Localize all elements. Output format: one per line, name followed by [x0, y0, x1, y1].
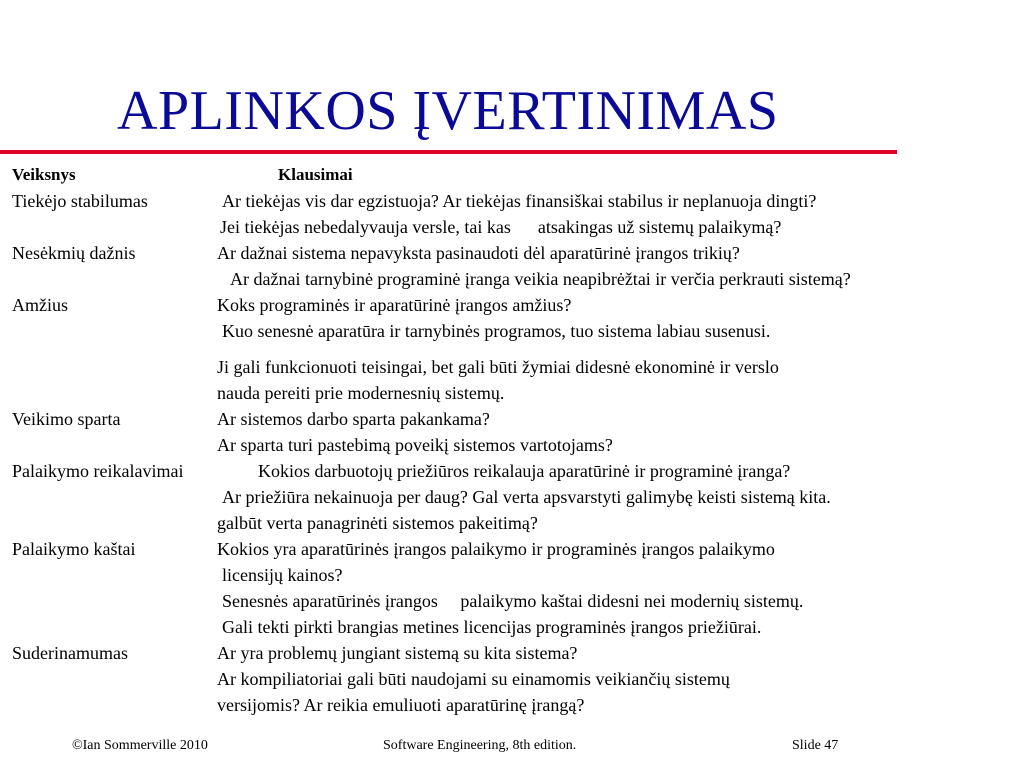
slide-title: APLINKOS ĮVERTINIMAS	[117, 80, 779, 142]
row-question: Ar priežiūra nekainuoja per daug? Gal verta apsvarstyti galimybę keisti sistemą kita.	[222, 487, 831, 507]
header-factor: Veiksnys	[12, 165, 76, 184]
row-question: nauda pereiti prie modernesnių sistemų.	[217, 383, 505, 403]
table-row	[0, 614, 1024, 640]
row-factor: Veikimo sparta	[12, 409, 121, 429]
table-row	[0, 240, 1024, 266]
row-question: Kuo senesnė aparatūra ir tarnybinės programos, tuo sistema labiau susenusi.	[222, 321, 771, 341]
footer-book: Software Engineering, 8th edition.	[383, 738, 577, 753]
table-row	[0, 536, 1024, 562]
table-row	[0, 510, 1024, 536]
footer-slide-number: Slide 47	[792, 738, 839, 753]
row-question: Ar sistemos darbo sparta pakankama?	[217, 409, 490, 429]
row-factor: Palaikymo kaštai	[12, 539, 136, 559]
table-row	[0, 458, 1024, 484]
row-question: Jei tiekėjas nebedalyvauja versle, tai kas atsakingas už sistemų palaikymą?	[220, 217, 782, 237]
table-row	[0, 318, 1024, 344]
table-row	[0, 484, 1024, 510]
table-row	[0, 562, 1024, 588]
row-factor: Palaikymo reikalavimai	[12, 461, 184, 481]
row-question: Senesnės aparatūrinės įrangos palaikymo kaštai didesni nei modernių sistemų.	[222, 591, 804, 611]
row-question: versijomis? Ar reikia emuliuoti aparatūrinę įrangą?	[217, 695, 585, 715]
table-row	[0, 640, 1024, 666]
row-question: Ji gali funkcionuoti teisingai, bet gali būti žymiai didesnė ekonominė ir verslo	[217, 357, 779, 377]
table-row	[0, 432, 1024, 458]
row-factor: Suderinamumas	[12, 643, 128, 663]
table-row	[0, 588, 1024, 614]
header-questions: Klausimai	[278, 165, 353, 184]
table-row	[0, 188, 1024, 214]
row-question: Gali tekti pirkti brangias metines licencijas programinės įrangos priežiūrai.	[222, 617, 762, 637]
footer-copyright: ©Ian Sommerville 2010	[72, 738, 208, 753]
table-row	[0, 666, 1024, 692]
row-question: Ar dažnai tarnybinė programinė įranga veikia neapibrėžtai ir verčia perkrauti sistemą?	[230, 269, 851, 289]
row-question: galbūt verta panagrinėti sistemos pakeitimą?	[217, 513, 538, 533]
table-row	[0, 266, 1024, 292]
row-question: Ar dažnai sistema nepavyksta pasinaudoti dėl aparatūrinė įrangos trikių?	[217, 243, 740, 263]
row-question: Ar tiekėjas vis dar egzistuoja? Ar tiekėjas finansiškai stabilus ir neplanuoja dingti?	[222, 191, 817, 211]
row-question: Ar kompiliatoriai gali būti naudojami su einamomis veikiančių sistemų	[217, 669, 730, 689]
table-row	[0, 214, 1024, 240]
table-header	[0, 162, 1024, 188]
row-question: Ar yra problemų jungiant sistemą su kita sistema?	[217, 643, 578, 663]
row-factor: Amžius	[12, 295, 68, 315]
table-row	[0, 380, 1024, 406]
row-question: Kokios yra aparatūrinės įrangos palaikymo ir programinės įrangos palaikymo	[217, 539, 775, 559]
table-row	[0, 354, 1024, 380]
row-question: Ar sparta turi pastebimą poveikį sistemos vartotojams?	[217, 435, 613, 455]
row-factor: Tiekėjo stabilumas	[12, 191, 148, 211]
row-question: licensijų kainos?	[222, 565, 343, 585]
row-question: Koks programinės ir aparatūrinė įrangos amžius?	[217, 295, 572, 315]
table-row	[0, 406, 1024, 432]
table-row	[0, 292, 1024, 318]
row-question: Kokios darbuotojų priežiūros reikalauja aparatūrinė ir programinė įranga?	[258, 461, 791, 481]
table-row	[0, 692, 1024, 718]
row-factor: Nesėkmių dažnis	[12, 243, 136, 263]
